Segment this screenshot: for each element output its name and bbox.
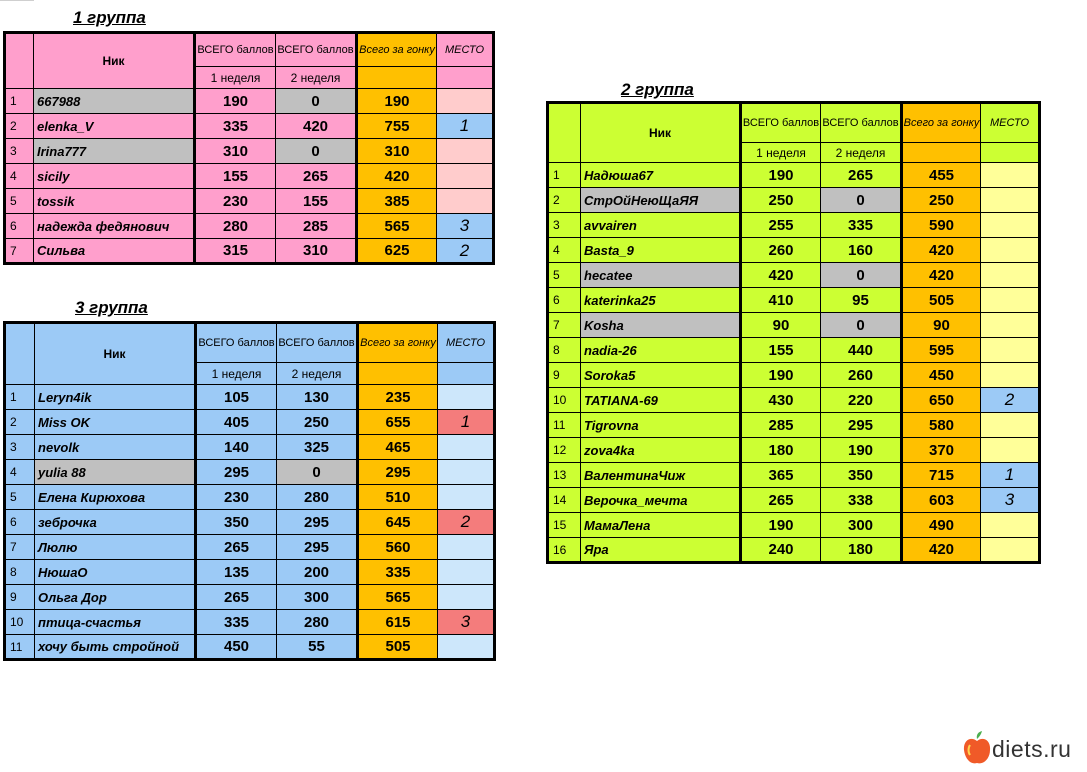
- row-total: 715: [902, 463, 981, 488]
- row-total: 505: [902, 288, 981, 313]
- row-number: 2: [5, 410, 35, 435]
- group-1-total-label: [357, 67, 437, 89]
- row-total: 310: [357, 139, 437, 164]
- row-week2: 95: [821, 288, 902, 313]
- row-total: 590: [902, 213, 981, 238]
- row-number: 11: [5, 635, 35, 660]
- row-nick: птица-счастья: [35, 610, 196, 635]
- group-1-nik-header: Ник: [34, 33, 195, 89]
- row-place: 1: [438, 410, 495, 435]
- table-row: [548, 438, 1040, 463]
- row-place: [438, 485, 495, 510]
- row-number: 1: [548, 163, 581, 188]
- row-place: [981, 238, 1040, 263]
- row-place: [437, 164, 494, 189]
- row-week1: 190: [195, 89, 276, 114]
- table-row: [548, 238, 1040, 263]
- group-2-week1-label: 1 неделя: [741, 143, 821, 163]
- row-place: 2: [981, 388, 1040, 413]
- row-nick: Ольга Дор: [35, 585, 196, 610]
- table-row: [548, 338, 1040, 363]
- row-place: [437, 139, 494, 164]
- row-week1: 250: [741, 188, 821, 213]
- row-week1: 155: [195, 164, 276, 189]
- row-place: [438, 460, 495, 485]
- row-week2: 0: [276, 89, 357, 114]
- row-week2: 295: [821, 413, 902, 438]
- row-total: 295: [358, 460, 438, 485]
- row-total: 465: [358, 435, 438, 460]
- row-week1: 190: [741, 163, 821, 188]
- row-week1: 310: [195, 139, 276, 164]
- row-week1: 180: [741, 438, 821, 463]
- row-week1: 260: [741, 238, 821, 263]
- row-nick: Irina777: [34, 139, 195, 164]
- row-week1: 230: [196, 485, 277, 510]
- row-number: 4: [548, 238, 581, 263]
- row-week1: 190: [741, 513, 821, 538]
- row-week2: 440: [821, 338, 902, 363]
- row-number: 6: [5, 510, 35, 535]
- corner-line: [0, 0, 34, 1]
- row-total: 455: [902, 163, 981, 188]
- row-nick: Верочка_мечта: [581, 488, 741, 513]
- row-week1: 430: [741, 388, 821, 413]
- row-week2: 0: [276, 139, 357, 164]
- row-number: 5: [548, 263, 581, 288]
- row-nick: СтрОйНеюЩаЯЯ: [581, 188, 741, 213]
- table-row: [5, 610, 495, 635]
- row-place: 2: [437, 239, 494, 264]
- group-2-total-label: [902, 143, 981, 163]
- row-week1: 280: [195, 214, 276, 239]
- row-nick: Сильва: [34, 239, 195, 264]
- row-number: 12: [548, 438, 581, 463]
- group-2-week2-label: 2 неделя: [821, 143, 902, 163]
- row-number: 2: [5, 114, 34, 139]
- row-nick: Kosha: [581, 313, 741, 338]
- row-week2: 338: [821, 488, 902, 513]
- row-week1: 240: [741, 538, 821, 563]
- group-3-title: 3 группа: [75, 298, 148, 317]
- row-total: 655: [358, 410, 438, 435]
- group-2-place-header: МЕСТО: [981, 103, 1040, 143]
- table-row: [548, 413, 1040, 438]
- row-place: 2: [438, 510, 495, 535]
- row-nick: avvairen: [581, 213, 741, 238]
- group-1-title: 1 группа: [73, 8, 146, 27]
- group-3-total-label: [358, 363, 438, 385]
- table-row: [5, 560, 495, 585]
- row-number: 13: [548, 463, 581, 488]
- row-total: 565: [357, 214, 437, 239]
- row-week2: 0: [821, 188, 902, 213]
- row-week2: 220: [821, 388, 902, 413]
- row-place: [438, 635, 495, 660]
- table-row: [548, 538, 1040, 563]
- row-number: 1: [5, 385, 35, 410]
- row-place: 3: [981, 488, 1040, 513]
- row-number: 16: [548, 538, 581, 563]
- row-week2: 190: [821, 438, 902, 463]
- group-1-place-header: МЕСТО: [437, 33, 494, 67]
- row-week1: 285: [741, 413, 821, 438]
- table-row: [5, 385, 495, 410]
- row-week2: 265: [276, 164, 357, 189]
- row-week1: 265: [196, 585, 277, 610]
- row-total: 370: [902, 438, 981, 463]
- group-1-week2-header: ВСЕГО баллов: [276, 33, 357, 67]
- row-number: 10: [548, 388, 581, 413]
- row-week2: 350: [821, 463, 902, 488]
- row-nick: elenka_V: [34, 114, 195, 139]
- row-week1: 105: [196, 385, 277, 410]
- row-number: 1: [5, 89, 34, 114]
- row-week1: 140: [196, 435, 277, 460]
- row-week2: 250: [277, 410, 358, 435]
- row-week2: 300: [821, 513, 902, 538]
- row-place: 1: [437, 114, 494, 139]
- row-number: 11: [548, 413, 581, 438]
- row-week1: 335: [196, 610, 277, 635]
- row-place: [981, 163, 1040, 188]
- table-row: [5, 585, 495, 610]
- row-nick: МамаЛена: [581, 513, 741, 538]
- row-total: 450: [902, 363, 981, 388]
- table-row: [548, 463, 1040, 488]
- group-3-nik-header: Ник: [35, 323, 196, 385]
- table-row: [5, 485, 495, 510]
- row-number: 5: [5, 189, 34, 214]
- row-nick: nevolk: [35, 435, 196, 460]
- row-place: [438, 435, 495, 460]
- group-1-num-header: [5, 33, 34, 89]
- row-total: 420: [902, 538, 981, 563]
- row-total: 420: [902, 263, 981, 288]
- row-total: 385: [357, 189, 437, 214]
- row-nick: tossik: [34, 189, 195, 214]
- table-row: [548, 213, 1040, 238]
- row-number: 3: [5, 435, 35, 460]
- row-place: [437, 89, 494, 114]
- row-place: [981, 438, 1040, 463]
- row-total: 755: [357, 114, 437, 139]
- group-1-week1-header: ВСЕГО баллов: [195, 33, 276, 67]
- row-total: 565: [358, 585, 438, 610]
- table-row: [5, 635, 495, 660]
- row-place: [981, 188, 1040, 213]
- row-number: 6: [548, 288, 581, 313]
- group-3-table: [3, 321, 496, 661]
- row-total: 420: [357, 164, 437, 189]
- row-number: 9: [548, 363, 581, 388]
- row-week2: 160: [821, 238, 902, 263]
- diets-logo: [962, 731, 1082, 767]
- row-nick: Надюша67: [581, 163, 741, 188]
- row-number: 7: [5, 239, 34, 264]
- row-week1: 450: [196, 635, 277, 660]
- row-place: [438, 585, 495, 610]
- row-week2: 130: [277, 385, 358, 410]
- row-week2: 295: [277, 535, 358, 560]
- row-week2: 285: [276, 214, 357, 239]
- row-nick: zova4ka: [581, 438, 741, 463]
- row-number: 3: [548, 213, 581, 238]
- row-number: 15: [548, 513, 581, 538]
- row-total: 645: [358, 510, 438, 535]
- row-nick: ВалентинаЧиж: [581, 463, 741, 488]
- row-nick: hecatee: [581, 263, 741, 288]
- row-nick: yulia 88: [35, 460, 196, 485]
- table-row: [548, 488, 1040, 513]
- row-place: [981, 363, 1040, 388]
- group-1-week1-label: 1 неделя: [195, 67, 276, 89]
- row-total: 615: [358, 610, 438, 635]
- row-week1: 190: [741, 363, 821, 388]
- row-number: 6: [5, 214, 34, 239]
- row-place: 1: [981, 463, 1040, 488]
- row-total: 580: [902, 413, 981, 438]
- row-week1: 265: [741, 488, 821, 513]
- row-total: 510: [358, 485, 438, 510]
- row-week2: 300: [277, 585, 358, 610]
- row-number: 7: [5, 535, 35, 560]
- row-nick: Елена Кирюхова: [35, 485, 196, 510]
- row-week1: 155: [741, 338, 821, 363]
- row-nick: Leryn4ik: [35, 385, 196, 410]
- group-3-week1-label: 1 неделя: [196, 363, 277, 385]
- row-total: 335: [358, 560, 438, 585]
- row-week1: 230: [195, 189, 276, 214]
- group-3-week1-header: ВСЕГО баллов: [196, 323, 277, 363]
- row-nick: Miss OK: [35, 410, 196, 435]
- row-week1: 420: [741, 263, 821, 288]
- row-number: 5: [5, 485, 35, 510]
- group-3-week2-label: 2 неделя: [277, 363, 358, 385]
- table-row: [5, 460, 495, 485]
- row-nick: зеброчка: [35, 510, 196, 535]
- row-nick: НюшаО: [35, 560, 196, 585]
- row-week2: 280: [277, 485, 358, 510]
- group-2-week1-header: ВСЕГО баллов: [741, 103, 821, 143]
- row-place: [981, 288, 1040, 313]
- group-3-total-header: Всего за гонку: [358, 323, 438, 363]
- row-nick: 667988: [34, 89, 195, 114]
- row-total: 250: [902, 188, 981, 213]
- row-week1: 90: [741, 313, 821, 338]
- table-row: [5, 435, 495, 460]
- row-total: 625: [357, 239, 437, 264]
- row-place: [438, 535, 495, 560]
- row-week2: 200: [277, 560, 358, 585]
- row-week1: 335: [195, 114, 276, 139]
- row-week2: 280: [277, 610, 358, 635]
- row-number: 14: [548, 488, 581, 513]
- row-nick: Люлю: [35, 535, 196, 560]
- row-number: 4: [5, 164, 34, 189]
- row-week1: 315: [195, 239, 276, 264]
- row-week1: 350: [196, 510, 277, 535]
- table-row: [548, 163, 1040, 188]
- group-1-table: [3, 31, 495, 265]
- row-number: 9: [5, 585, 35, 610]
- table-row: [5, 410, 495, 435]
- row-total: 505: [358, 635, 438, 660]
- group-3-num-header: [5, 323, 35, 385]
- row-week2: 265: [821, 163, 902, 188]
- group-2-place-label: [981, 143, 1040, 163]
- row-place: [437, 189, 494, 214]
- row-total: 603: [902, 488, 981, 513]
- row-week2: 295: [277, 510, 358, 535]
- row-total: 560: [358, 535, 438, 560]
- row-total: 490: [902, 513, 981, 538]
- row-week2: 55: [277, 635, 358, 660]
- row-total: 90: [902, 313, 981, 338]
- row-week1: 265: [196, 535, 277, 560]
- table-row: [5, 239, 494, 264]
- group-2-nik-header: Ник: [581, 103, 741, 163]
- logo-text: diets.ru: [992, 736, 1072, 762]
- group-3-place-header: МЕСТО: [438, 323, 495, 363]
- row-number: 10: [5, 610, 35, 635]
- row-total: 650: [902, 388, 981, 413]
- row-week2: 260: [821, 363, 902, 388]
- table-row: [5, 89, 494, 114]
- table-row: [548, 513, 1040, 538]
- row-place: 3: [438, 610, 495, 635]
- table-row: [548, 263, 1040, 288]
- row-place: [438, 385, 495, 410]
- row-week2: 310: [276, 239, 357, 264]
- row-place: [981, 413, 1040, 438]
- row-number: 2: [548, 188, 581, 213]
- row-place: [981, 513, 1040, 538]
- row-place: [981, 213, 1040, 238]
- row-week1: 365: [741, 463, 821, 488]
- apple-icon: [962, 731, 992, 767]
- row-nick: katerinka25: [581, 288, 741, 313]
- row-number: 7: [548, 313, 581, 338]
- row-place: [981, 538, 1040, 563]
- row-place: 3: [437, 214, 494, 239]
- row-number: 8: [548, 338, 581, 363]
- table-row: [5, 164, 494, 189]
- row-week2: 325: [277, 435, 358, 460]
- row-week1: 405: [196, 410, 277, 435]
- row-place: [981, 313, 1040, 338]
- table-row: [548, 313, 1040, 338]
- table-row: [5, 139, 494, 164]
- row-week2: 420: [276, 114, 357, 139]
- row-week2: 0: [277, 460, 358, 485]
- row-place: [438, 560, 495, 585]
- row-total: 420: [902, 238, 981, 263]
- table-row: [548, 288, 1040, 313]
- row-nick: sicily: [34, 164, 195, 189]
- row-nick: nadia-26: [581, 338, 741, 363]
- row-place: [981, 263, 1040, 288]
- table-row: [5, 535, 495, 560]
- group-2-num-header: [548, 103, 581, 163]
- row-week1: 135: [196, 560, 277, 585]
- table-row: [5, 214, 494, 239]
- row-total: 595: [902, 338, 981, 363]
- group-2-week2-header: ВСЕГО баллов: [821, 103, 902, 143]
- group-1-header: [5, 33, 494, 264]
- table-row: [548, 363, 1040, 388]
- group-2-title: 2 группа: [621, 80, 694, 99]
- row-week2: 155: [276, 189, 357, 214]
- group-3-week2-header: ВСЕГО баллов: [277, 323, 358, 363]
- row-nick: Soroka5: [581, 363, 741, 388]
- row-week1: 295: [196, 460, 277, 485]
- group-3-place-label: [438, 363, 495, 385]
- row-week2: 0: [821, 313, 902, 338]
- row-nick: хочу быть стройной: [35, 635, 196, 660]
- table-row: [5, 189, 494, 214]
- row-place: [981, 338, 1040, 363]
- table-row: [5, 510, 495, 535]
- row-week1: 255: [741, 213, 821, 238]
- table-row: [5, 114, 494, 139]
- row-week2: 335: [821, 213, 902, 238]
- row-total: 235: [358, 385, 438, 410]
- row-number: 8: [5, 560, 35, 585]
- row-nick: Tigrovna: [581, 413, 741, 438]
- group-1-place-label: [437, 67, 494, 89]
- row-nick: TATIANA-69: [581, 388, 741, 413]
- row-week1: 410: [741, 288, 821, 313]
- row-nick: Яра: [581, 538, 741, 563]
- table-row: [548, 388, 1040, 413]
- row-nick: надежда федянович: [34, 214, 195, 239]
- group-1-total-header: Всего за гонку: [357, 33, 437, 67]
- group-2-total-header: Всего за гонку: [902, 103, 981, 143]
- row-nick: Basta_9: [581, 238, 741, 263]
- row-total: 190: [357, 89, 437, 114]
- group-2-table: [546, 101, 1041, 564]
- row-number: 3: [5, 139, 34, 164]
- row-number: 4: [5, 460, 35, 485]
- group-1-week2-label: 2 неделя: [276, 67, 357, 89]
- row-week2: 0: [821, 263, 902, 288]
- table-row: [548, 188, 1040, 213]
- row-week2: 180: [821, 538, 902, 563]
